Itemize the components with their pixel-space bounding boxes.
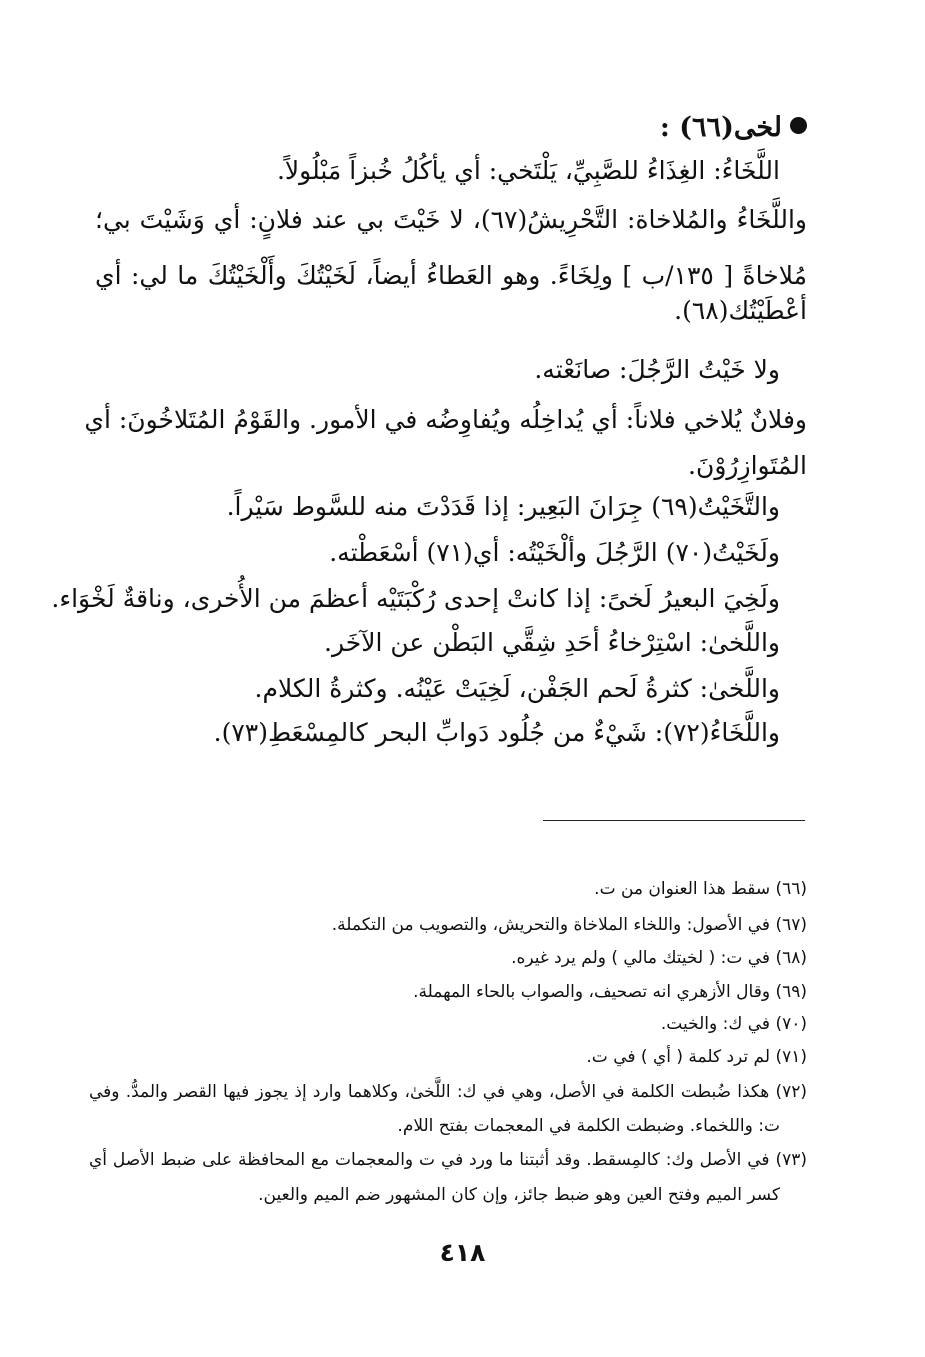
footnote-separator <box>543 820 805 821</box>
footnote: (٧٠) في ك: والخيت. <box>660 1014 807 1034</box>
entry-line: مُلاخاةً [ ١٣٥/ب ] ولِخَاءً. وهو العَطاءُ أيضاً، لَخَيْتُكَ وأَلْخَيْتُكَ ما لي: أي <box>95 261 808 290</box>
footnote: (٧١) لم ترد كلمة ( أي ) في ت. <box>586 1047 807 1067</box>
entry-headword <box>660 112 807 143</box>
footnote: (٦٨) في ت: ( لخيتك مالي ) ولم يرد غيره. <box>511 948 807 968</box>
entry-line: واللَّخَاءُ والمُلاخاة: التَّحْرِيشُ(٦٧)، لا خَيْتَ بي عند فلانٍ: أي وَشَيْتَ بي؛ <box>95 205 807 234</box>
bullet-icon <box>790 117 807 134</box>
entry-line: وفلانٌ يُلاخي فلاناً: أي يُداخِلُه ويُفاوِضُه في الأمور. والقَوْمُ المُتَلاخُونَ: أي <box>84 405 807 434</box>
footnote: (٦٩) وقال الأزهري انه تصحيف، والصواب بالحاء المهملة. <box>413 982 807 1002</box>
page-number: ٤١٨ <box>439 1238 486 1267</box>
entry-line: أعْطَيْتُك(٦٨). <box>674 296 807 325</box>
entry-line: واللَّخىٰ: اسْتِرْخاءُ أحَدِ شِقَّي البَطْن عن الآخَر. <box>324 628 780 657</box>
entry-line: واللَّخىٰ: كثرةُ لَحم الجَفْن، لَخِيَتْ عَيْنُه. وكثرةُ الكلام. <box>254 674 780 703</box>
footnote: (٧٢) هكذا ضُبطت الكلمة في الأصل، وهي في ك: اللَّخىٰ، وكلاهما وارد إذ يجوز فيها القصر والمدُّ. وفي <box>89 1082 807 1102</box>
entry-line: والتَّخَيْتُ(٦٩) جِرَانَ البَعِير: إذا قَدَدْتَ منه للسَّوط سَيْراً. <box>226 492 780 521</box>
entry-line: اللَّخَاءُ: الغِذَاءُ للصَّبِيِّ، يَلْتَخي: أي يأكُلُ خُبزاً مَبْلُولاً. <box>276 156 780 185</box>
entry-line: المُتَوازِرُوْنَ. <box>688 451 807 480</box>
footnote: (٧٣) في الأصل وك: كالمِسقط. وقد أثبتنا ما ورد في ت والمعجمات مع المحافظة على ضبط الأصل أي <box>89 1150 807 1170</box>
entry-line: ولَخِيَ البعيرُ لَخىً: إذا كانتْ إحدى رُكْبَتَيْه أعظمَ من الأُخرى، وناقةٌ لَخْوَاء. <box>51 584 780 613</box>
entry-line: واللَّخَاءُ(٧٢): شَيْءٌ من جُلُود دَوابِّ البحر كالمِسْعَطِ(٧٣). <box>213 718 780 747</box>
footnote: (٦٧) في الأصول: واللخاء الملاخاة والتحريش، والتصويب من التكملة. <box>331 915 807 935</box>
footnote-continuation: ت: واللخماء. وضبطت الكلمة في المعجمات بفتح اللام. <box>397 1116 780 1136</box>
footnote: (٦٦) سقط هذا العنوان من ت. <box>594 879 807 899</box>
entry-line: ولَخَيْتُ(٧٠) الرَّجُلَ وألْخَيْتُه: أي(٧١) أسْعَطْته. <box>329 538 780 567</box>
entry-line: ولا خَيْتُ الرَّجُلَ: صانَعْته. <box>534 355 780 384</box>
headword-text: لخى(٦٦) : <box>659 112 782 143</box>
footnote-continuation: كسر الميم وفتح العين وهو ضبط جائز، وإن كان المشهور ضم الميم والعين. <box>258 1185 780 1205</box>
